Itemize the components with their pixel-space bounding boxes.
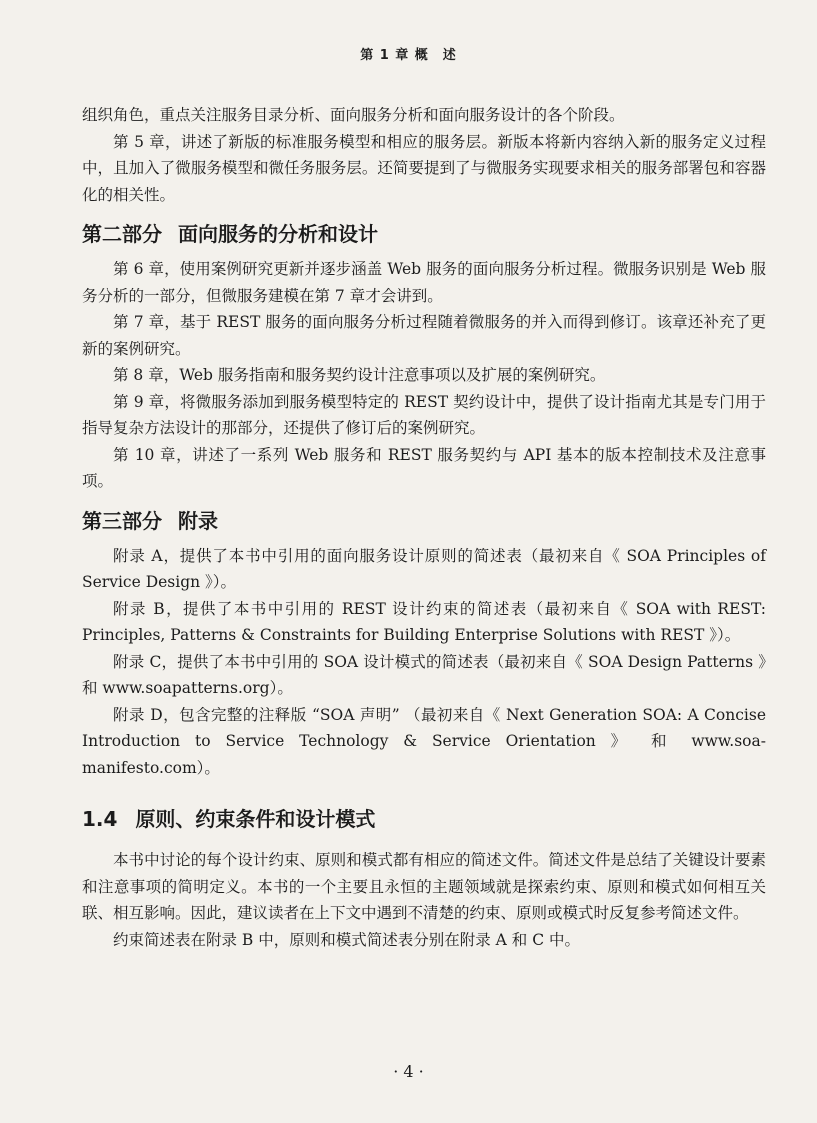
part-label: 第二部分 — [82, 222, 162, 246]
paragraph: 第 9 章，将微服务添加到服务模型特定的 REST 契约设计中，提供了设计指南尤其是专门用于指导复杂方法设计的那部分，还提供了修订后的案例研究。 — [82, 392, 766, 437]
paragraph: 附录 C，提供了本书中引用的 SOA 设计模式的简述表（最初来自《 SOA Design Patterns 》和 www.soapatterns.org）。 — [82, 652, 766, 697]
paragraph: 第 8 章，Web 服务指南和服务契约设计注意事项以及扩展的案例研究。 — [113, 366, 606, 384]
paragraph: 附录 D，包含完整的注释版 “SOA 声明” （最初来自《 Next Generation SOA: A Concise Introduction to Service Technology & Service Orientation 》 和 www.soa-manifesto.com）。 — [82, 705, 766, 777]
paragraph: 附录 A，提供了本书中引用的面向服务设计原则的简述表（最初来自《 SOA Principles of Service Design 》）。 — [82, 546, 766, 591]
paragraph: 第 7 章，基于 REST 服务的面向服务分析过程随着微服务的并入而得到修订。该章还补充了更新的案例研究。 — [82, 313, 766, 358]
page-body — [82, 102, 766, 953]
paragraph: 组织角色，重点关注服务目录分析、面向服务分析和面向服务设计的各个阶段。 — [82, 106, 625, 124]
part-heading — [82, 220, 766, 248]
paragraph: 第 6 章，使用案例研究更新并逐步涵盖 Web 服务的面向服务分析过程。微服务识别是 Web 服务分析的一部分，但微服务建模在第 7 章才会讲到。 — [82, 260, 766, 305]
paragraph: 第 10 章，讲述了一系列 Web 服务和 REST 服务契约与 API 基本的版本控制技术及注意事项。 — [82, 445, 766, 490]
paragraph: 第 5 章，讲述了新版的标准服务模型和相应的服务层。新版本将新内容纳入新的服务定义过程中，且加入了微服务模型和微任务服务层。还简要提到了与微服务实现要求相关的服务部署包和容器化的相关性。 — [82, 132, 766, 204]
section-heading — [82, 805, 766, 833]
part-label: 第三部分 — [82, 508, 162, 533]
part-title: 面向服务的分析和设计 — [178, 222, 378, 246]
part-heading — [82, 507, 766, 535]
section-title: 原则、约束条件和设计模式 — [135, 807, 376, 831]
paragraph: 本书中讨论的每个设计约束、原则和模式都有相应的简述文件。简述文件是总结了关键设计要素和注意事项的简明定义。本书的一个主要且永恒的主题领域就是探索约束、原则和模式如何相互关联、相互影响。因此，建议读者在上下文中遇到不清楚的约束、原则或模式时反复参考简述文件。 — [82, 851, 766, 922]
paragraph: 附录 B，提供了本书中引用的 REST 设计约束的简述表（最初来自《 SOA with REST: Principles, Patterns & Constraints for Building Enterprise Solutions with REST 》）。 — [82, 599, 766, 644]
part-title: 附录 — [178, 508, 218, 533]
running-head: 第 1 章 概 述 — [360, 48, 457, 63]
page-number: · 4 · — [393, 1062, 424, 1081]
paragraph: 约束简述表在附录 B 中，原则和模式简述表分别在附录 A 和 C 中。 — [113, 930, 581, 949]
section-number: 1.4 — [82, 807, 118, 831]
